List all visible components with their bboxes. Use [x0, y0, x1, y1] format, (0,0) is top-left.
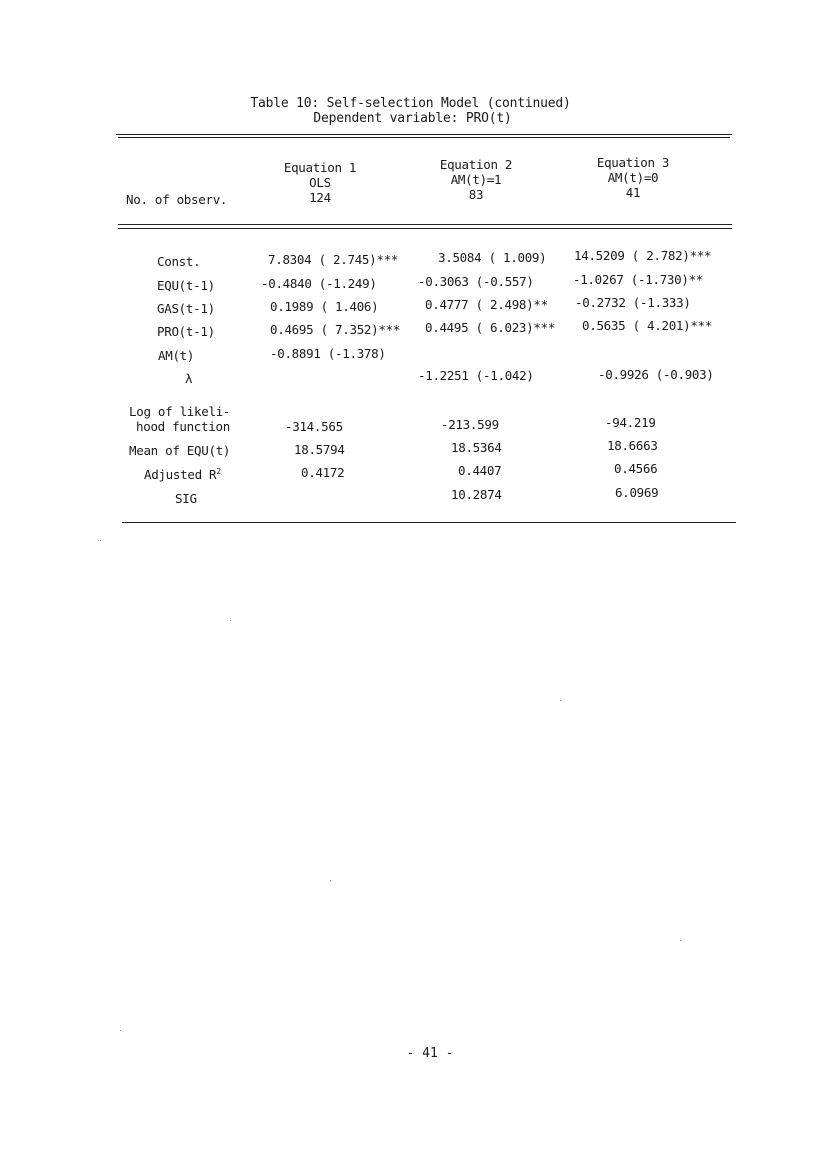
- adjr2-superscript: 2: [216, 467, 221, 476]
- table-subtitle: Dependent variable: PRO(t): [313, 111, 512, 126]
- table-title: Table 10: Self-selection Model (continued): [250, 96, 571, 111]
- mean-label: Mean of EQU(t): [129, 443, 231, 458]
- table-cell: 6.0969: [615, 485, 659, 500]
- row-label: PRO(t-1): [157, 324, 215, 339]
- top-rule: [116, 134, 732, 135]
- top-rule-2: [118, 137, 730, 138]
- column-header-3: Equation 3: [596, 155, 670, 170]
- table-cell: 0.4566: [614, 461, 658, 476]
- table-cell: -0.8891 (-1.378): [270, 346, 386, 361]
- page-number: - 41 -: [406, 1046, 454, 1061]
- table-cell: 0.4777 ( 2.498)**: [425, 297, 548, 312]
- scan-speck: [560, 700, 561, 701]
- table-cell: -0.2732 (-1.333): [575, 295, 691, 310]
- scan-speck: [100, 540, 101, 541]
- column-method-3: AM(t)=0: [607, 170, 659, 185]
- header-rule: [118, 224, 732, 225]
- adjr2-label: [144, 467, 221, 482]
- scan-speck: [120, 1030, 121, 1031]
- row-label: AM(t): [158, 348, 195, 363]
- column-header-1: Equation 1: [283, 160, 357, 175]
- row-label: Const.: [157, 254, 201, 269]
- scan-speck: [330, 880, 331, 881]
- obs-label: No. of observ.: [126, 192, 228, 207]
- sig-label: SIG: [175, 491, 197, 506]
- row-label: GAS(t-1): [157, 301, 215, 316]
- header-rule-2: [118, 228, 732, 229]
- scan-speck: [230, 620, 231, 621]
- table-cell: -0.4840 (-1.249): [261, 276, 377, 291]
- row-label: EQU(t-1): [157, 278, 215, 293]
- table-cell: 18.6663: [607, 438, 658, 453]
- table-cell: 3.5084 ( 1.009): [438, 250, 547, 265]
- loglik-label-1: Log of likeli-: [129, 404, 231, 419]
- table-cell: -1.2251 (-1.042): [418, 368, 534, 383]
- table-cell: 18.5794: [294, 442, 345, 457]
- table-cell: 10.2874: [451, 487, 502, 502]
- scan-speck: [680, 940, 681, 941]
- adjr2-label-text: Adjusted R: [144, 467, 217, 483]
- table-cell: -314.565: [285, 419, 343, 434]
- table-cell: -0.3063 (-0.557): [418, 274, 534, 289]
- table-cell: 7.8304 ( 2.745)***: [268, 252, 399, 267]
- loglik-label-2: hood function: [136, 419, 230, 434]
- table-cell: -0.9926 (-0.903): [598, 367, 714, 382]
- table-cell: -213.599: [441, 417, 499, 432]
- row-label-lambda: λ: [185, 371, 193, 386]
- table-cell: -1.0267 (-1.730)**: [573, 272, 704, 287]
- column-n-1: 124: [309, 190, 331, 205]
- column-header-2: Equation 2: [439, 157, 513, 172]
- column-n-3: 41: [625, 185, 641, 200]
- table-cell: 0.4407: [458, 463, 502, 478]
- table-cell: 14.5209 ( 2.782)***: [574, 248, 712, 263]
- table-cell: 0.4172: [301, 465, 345, 480]
- table-cell: 0.5635 ( 4.201)***: [582, 318, 713, 333]
- table-cell: 18.5364: [451, 440, 502, 455]
- table-cell: 0.4695 ( 7.352)***: [270, 322, 401, 337]
- bottom-rule: [122, 522, 736, 523]
- table-cell: 0.4495 ( 6.023)***: [425, 320, 556, 335]
- table-cell: 0.1989 ( 1.406): [270, 299, 379, 314]
- column-method-2: AM(t)=1: [450, 172, 502, 187]
- column-method-1: OLS: [309, 175, 331, 190]
- table-cell: -94.219: [605, 415, 656, 430]
- column-n-2: 83: [468, 187, 484, 202]
